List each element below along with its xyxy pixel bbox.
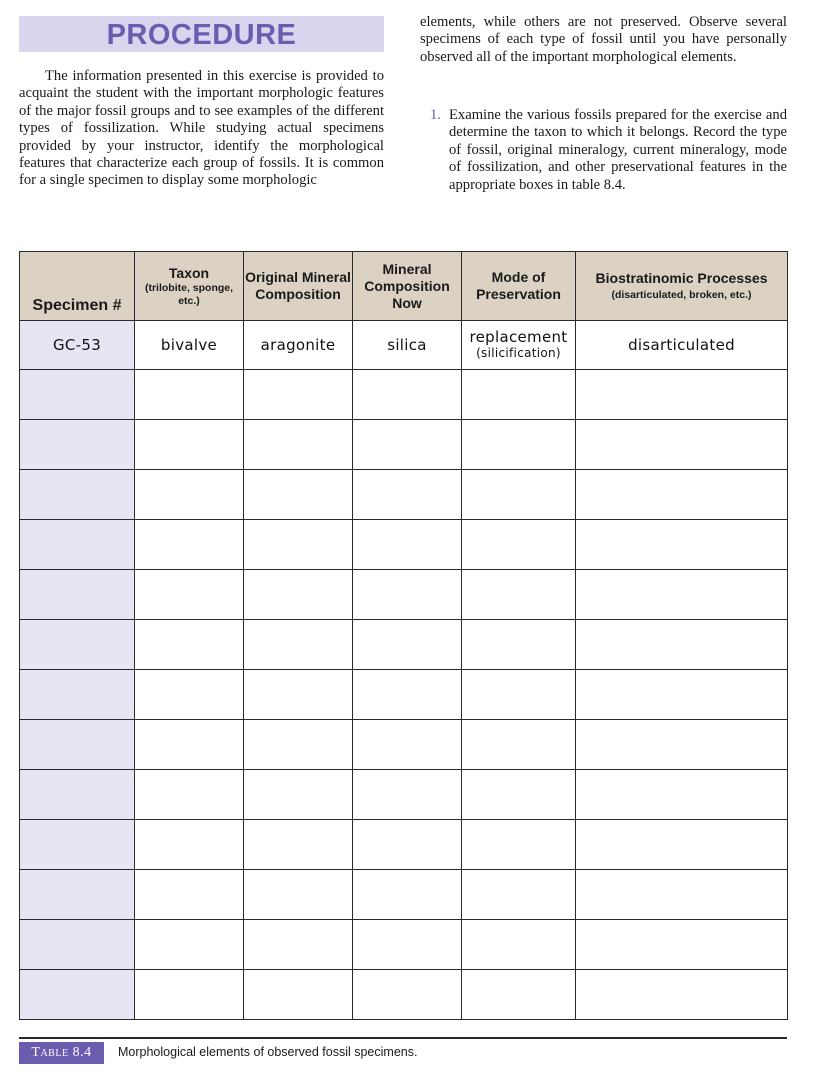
blank-cell[interactable] — [462, 920, 576, 970]
blank-cell[interactable] — [576, 970, 788, 1020]
blank-cell[interactable] — [462, 670, 576, 720]
blank-cell[interactable] — [244, 820, 353, 870]
blank-cell[interactable] — [462, 420, 576, 470]
table-row — [20, 770, 788, 820]
blank-cell[interactable] — [576, 420, 788, 470]
blank-cell[interactable] — [135, 420, 244, 470]
blank-cell[interactable] — [353, 620, 462, 670]
blank-cell[interactable] — [244, 520, 353, 570]
blank-cell[interactable] — [576, 370, 788, 420]
procedure-title: PROCEDURE — [106, 19, 297, 51]
blank-cell[interactable] — [576, 470, 788, 520]
table-caption: Morphological elements of observed fossil specimens. — [118, 1045, 418, 1059]
blank-cell[interactable] — [20, 820, 135, 870]
blank-cell[interactable] — [135, 470, 244, 520]
blank-cell[interactable] — [244, 470, 353, 520]
blank-cell[interactable] — [353, 870, 462, 920]
cell-mineral-now[interactable]: silica — [353, 321, 462, 370]
blank-cell[interactable] — [20, 370, 135, 420]
table-row — [20, 670, 788, 720]
blank-cell[interactable] — [353, 470, 462, 520]
header-taxon-note: (trilobite, sponge, etc.) — [144, 281, 234, 307]
header-biostratinomic — [576, 252, 788, 321]
intro-paragraph: The information presented in this exercise is provided to acquaint the student with the important morphologic features of the major fossil groups and to see examples of the different types of fossilization. While studying actual specimens provided by your instructor, identify the morphological features that characterize each group of fossils. It is common for a single specimen to display some morphologic — [19, 68, 384, 189]
blank-cell[interactable] — [135, 920, 244, 970]
blank-cell[interactable] — [353, 370, 462, 420]
blank-cell[interactable] — [576, 920, 788, 970]
blank-cell[interactable] — [462, 520, 576, 570]
blank-cell[interactable] — [462, 820, 576, 870]
header-original-mineral: Original Mineral Composition — [244, 252, 353, 321]
blank-cell[interactable] — [20, 670, 135, 720]
blank-cell[interactable] — [244, 670, 353, 720]
table-label: Table 8.4 — [19, 1042, 104, 1064]
header-biostrat-label: Biostratinomic Processes — [595, 270, 768, 286]
step-text: Examine the various fossils prepared for the exercise and determine the taxon to which it belongs. Record the type of fossil, original mineralogy, current mineralogy, mode of fossilization, and other preservational features in the appropriate boxes in table 8.4. — [449, 107, 787, 193]
blank-cell[interactable] — [576, 720, 788, 770]
blank-cell[interactable] — [135, 570, 244, 620]
header-mineral-now: Mineral Composition Now — [353, 252, 462, 321]
blank-cell[interactable] — [244, 420, 353, 470]
blank-cell[interactable] — [135, 520, 244, 570]
cell-mode[interactable] — [462, 321, 576, 370]
cell-original-mineral[interactable]: aragonite — [244, 321, 353, 370]
blank-cell[interactable] — [353, 820, 462, 870]
table-row — [20, 720, 788, 770]
blank-cell[interactable] — [244, 720, 353, 770]
blank-cell[interactable] — [353, 920, 462, 970]
blank-cell[interactable] — [353, 420, 462, 470]
procedure-header — [19, 16, 384, 52]
blank-cell[interactable] — [576, 520, 788, 570]
blank-cell[interactable] — [244, 920, 353, 970]
blank-cell[interactable] — [462, 570, 576, 620]
blank-cell[interactable] — [20, 620, 135, 670]
blank-cell[interactable] — [244, 770, 353, 820]
blank-cell[interactable] — [462, 470, 576, 520]
blank-cell[interactable] — [20, 970, 135, 1020]
blank-cell[interactable] — [462, 870, 576, 920]
blank-cell[interactable] — [244, 620, 353, 670]
header-mode: Mode of Preservation — [462, 252, 576, 321]
table-row — [20, 570, 788, 620]
blank-cell[interactable] — [462, 370, 576, 420]
blank-cell[interactable] — [135, 970, 244, 1020]
cell-mode-note: (silicification) — [476, 346, 561, 360]
blank-cell[interactable] — [353, 570, 462, 620]
blank-cell[interactable] — [20, 720, 135, 770]
blank-cell[interactable] — [462, 620, 576, 670]
blank-cell[interactable] — [20, 470, 135, 520]
blank-cell[interactable] — [135, 370, 244, 420]
blank-cell[interactable] — [353, 770, 462, 820]
blank-cell[interactable] — [462, 770, 576, 820]
caption-rule — [19, 1037, 787, 1039]
blank-cell[interactable] — [576, 870, 788, 920]
blank-cell[interactable] — [576, 820, 788, 870]
blank-cell[interactable] — [135, 720, 244, 770]
header-row — [20, 252, 788, 321]
blank-cell[interactable] — [20, 520, 135, 570]
table-row — [20, 420, 788, 470]
blank-cell[interactable] — [244, 570, 353, 620]
step-1 — [430, 107, 787, 194]
blank-cell[interactable] — [353, 670, 462, 720]
cell-taxon[interactable]: bivalve — [135, 321, 244, 370]
blank-cell[interactable] — [462, 720, 576, 770]
specimen-table — [19, 251, 788, 1020]
table-row — [20, 820, 788, 870]
blank-cell[interactable] — [576, 770, 788, 820]
table-row — [20, 920, 788, 970]
table-row — [20, 870, 788, 920]
blank-cell[interactable] — [135, 620, 244, 670]
step-number: 1. — [430, 107, 441, 123]
blank-cell[interactable] — [576, 570, 788, 620]
blank-cell[interactable] — [353, 970, 462, 1020]
header-specimen: Specimen # — [20, 252, 135, 321]
blank-cell[interactable] — [244, 370, 353, 420]
blank-cell[interactable] — [353, 520, 462, 570]
blank-cell[interactable] — [462, 970, 576, 1020]
intro-continued: elements, while others are not preserved. Observe several specimens of each type of fossil until you have personally observed all of the important morphological elements. — [420, 14, 787, 65]
blank-cell[interactable] — [20, 870, 135, 920]
table-row — [20, 321, 788, 370]
blank-cell[interactable] — [20, 420, 135, 470]
header-taxon — [135, 252, 244, 321]
blank-cell[interactable] — [20, 920, 135, 970]
header-biostrat-note: (disarticulated, broken, etc.) — [611, 289, 752, 301]
blank-cell[interactable] — [135, 770, 244, 820]
blank-cell[interactable] — [135, 820, 244, 870]
blank-cell[interactable] — [244, 970, 353, 1020]
blank-cell[interactable] — [576, 620, 788, 670]
table-row — [20, 620, 788, 670]
cell-biostratinomic[interactable]: disarticulated — [576, 321, 788, 370]
table-row — [20, 970, 788, 1020]
table-row — [20, 470, 788, 520]
blank-cell[interactable] — [576, 670, 788, 720]
blank-cell[interactable] — [135, 670, 244, 720]
table-row — [20, 520, 788, 570]
blank-cell[interactable] — [20, 570, 135, 620]
cell-mode-value: replacement — [469, 328, 568, 346]
blank-cell[interactable] — [244, 870, 353, 920]
blank-cell[interactable] — [353, 720, 462, 770]
table-row — [20, 370, 788, 420]
blank-cell[interactable] — [135, 870, 244, 920]
cell-specimen[interactable]: GC-53 — [20, 321, 135, 370]
header-taxon-label: Taxon — [168, 264, 210, 281]
blank-cell[interactable] — [20, 770, 135, 820]
